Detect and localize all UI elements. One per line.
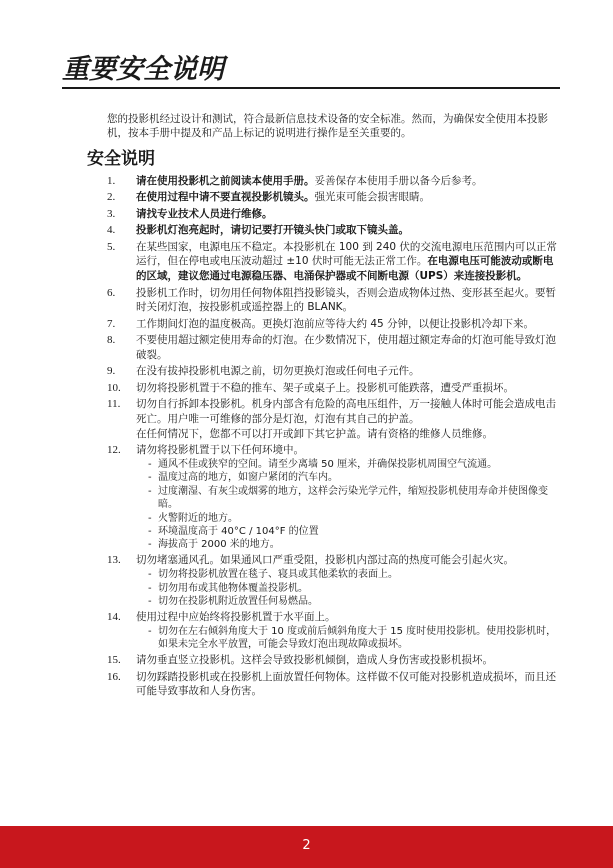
item-text: 妥善保存本使用手册以备今后参考。 xyxy=(314,175,483,187)
safety-instructions-list xyxy=(107,174,559,701)
dash-bullet: - xyxy=(148,472,152,484)
list-item xyxy=(107,553,559,608)
list-item xyxy=(107,190,559,205)
section-heading: 安全说明 xyxy=(87,149,155,169)
item-number: 8. xyxy=(107,334,116,347)
item-text: 使用过程中应始终将投影机置于水平面上。 xyxy=(136,610,336,623)
list-item xyxy=(107,381,559,396)
item-text: 在没有拔掉投影机电源之前，切勿更换灯泡或任何电子元件。 xyxy=(136,365,420,378)
dash-bullet: - xyxy=(148,458,152,470)
item-bold-text: 请在使用投影机之前阅读本使用手册。 xyxy=(136,175,315,187)
item-number: 16. xyxy=(107,670,121,683)
list-item xyxy=(107,670,559,700)
item-number: 6. xyxy=(107,286,116,299)
list-item xyxy=(107,317,559,332)
page-number: 2 xyxy=(302,838,311,853)
sub-list-item xyxy=(148,458,559,471)
dash-bullet: - xyxy=(148,539,152,551)
sub-item-text: 过度潮湿、有灰尘或烟雾的地方，这样会污染光学元件，缩短投影机使用寿命并使图像变暗。 xyxy=(158,485,548,511)
item-number: 3. xyxy=(107,207,116,220)
item-number: 1. xyxy=(107,175,116,187)
title-rule xyxy=(62,87,560,89)
item-number: 14. xyxy=(107,610,121,623)
sub-item-text: 环境温度高于 40°C / 104°F 的位置 xyxy=(158,525,319,537)
dash-bullet: - xyxy=(148,595,152,607)
item-text: 强光束可能会损害眼睛。 xyxy=(314,191,430,204)
sub-item-text: 切勿在投影机附近放置任何易燃品。 xyxy=(158,595,318,607)
dash-bullet: - xyxy=(148,525,152,537)
list-item xyxy=(107,610,559,652)
item-text: 切勿堵塞通风孔。如果通风口严重受阻，投影机内部过高的热度可能会引起火灾。 xyxy=(136,554,514,567)
list-item xyxy=(107,333,559,363)
list-item xyxy=(107,207,559,222)
list-item xyxy=(107,240,559,284)
sub-list-item xyxy=(148,595,559,608)
list-item xyxy=(107,286,559,316)
item-number: 7. xyxy=(107,317,116,330)
dash-bullet: - xyxy=(148,569,152,581)
sub-list-item xyxy=(148,582,559,595)
item-text: 切勿将投影机置于不稳的推车、架子或桌子上。投影机可能跌落，遭受严重损坏。 xyxy=(136,381,514,394)
item-number: 4. xyxy=(107,224,116,237)
list-item xyxy=(107,443,559,552)
item-text: 切勿自行拆卸本投影机。机身内部含有危险的高电压组件，万一接触人体时可能会造成电击死亡。用户唯一可维修的部分是灯泡，灯泡有其自己的护盖。 xyxy=(136,398,556,425)
list-item xyxy=(107,174,559,189)
sub-item-text: 切勿用布或其他物体覆盖投影机。 xyxy=(158,582,308,594)
item-number: 11. xyxy=(107,398,121,411)
sub-item-text: 切勿在左右倾斜角度大于 10 度或前后倾斜角度大于 15 度时使用投影机。使用投影机时，如果未完全水平放置，可能会导致灯泡出现故障或损坏。 xyxy=(158,625,557,651)
item-bold-text: 请找专业技术人员进行维修。 xyxy=(136,207,273,220)
page-title: 重要安全说明 xyxy=(62,54,224,85)
sub-item-text: 海拔高于 2000 米的地方。 xyxy=(158,539,280,551)
sub-item-text: 切勿将投影机放置在毯子、寝具或其他柔软的表面上。 xyxy=(158,569,398,581)
dash-bullet: - xyxy=(148,512,152,524)
item-bold-text: 投影机灯泡亮起时，请切记要打开镜头快门或取下镜头盖。 xyxy=(136,224,409,237)
sub-list xyxy=(136,458,559,552)
item-text: 切勿踩踏投影机或在投影机上面放置任何物体。这样做不仅可能对投影机造成损坏，而且还可能导致事故和人身伤害。 xyxy=(136,670,556,698)
sub-list xyxy=(136,625,559,652)
sub-list-item xyxy=(148,568,559,581)
item-text: 在某些国家，电源电压不稳定。本投影机在 100 到 240 伏的交流电源电压范围内可以正常运行，但在停电或电压波动超过 ±10 伏时可能无法正常工作。 xyxy=(136,240,557,268)
sub-item-text: 温度过高的地方，如窗户紧闭的汽车内。 xyxy=(158,472,338,484)
item-text: 不要使用超过额定使用寿命的灯泡。在少数情况下，使用超过额定寿命的灯泡可能导致灯泡破裂。 xyxy=(136,334,556,361)
item-number: 12. xyxy=(107,444,121,457)
item-number: 9. xyxy=(107,365,116,378)
list-item xyxy=(107,364,559,379)
dash-bullet: - xyxy=(148,625,152,637)
sub-list-item xyxy=(148,625,559,652)
item-bold-text: 在使用过程中请不要直视投影机镜头。 xyxy=(136,191,315,204)
item-text: 工作期间灯泡的温度极高。更换灯泡前应等待大约 45 分钟，以便让投影机冷却下来。 xyxy=(136,317,535,330)
sub-list xyxy=(136,568,559,608)
item-number: 15. xyxy=(107,654,121,667)
dash-bullet: - xyxy=(148,582,152,594)
sub-list-item xyxy=(148,485,559,512)
intro-paragraph: 您的投影机经过设计和测试，符合最新信息技术设备的安全标准。然而，为确保安全使用本投影机，按本手册中提及和产品上标记的说明进行操作是至关重要的。 xyxy=(107,113,548,139)
sub-item-text: 通风不佳或狭窄的空间。请至少离墙 50 厘米，并确保投影机周围空气流通。 xyxy=(158,458,498,470)
item-number: 2. xyxy=(107,191,116,204)
item-text: 投影机工作时，切勿用任何物体阻挡投影镜头，否则会造成物体过热、变形甚至起火。要暂时关闭灯泡，按投影机或遥控器上的 BLANK。 xyxy=(136,286,556,314)
sub-item-text: 火警附近的地方。 xyxy=(158,512,238,524)
item-number: 5. xyxy=(107,240,116,253)
item-bold-text: 在电源电压可能波动或断电的区域，建议您通过电源稳压器、电涌保护器或不间断电源（UPS）来连接投影机。 xyxy=(136,255,554,283)
list-item xyxy=(107,223,559,238)
sub-list-item xyxy=(148,471,559,484)
dash-bullet: - xyxy=(148,485,152,497)
item-text: 请勿垂直竖立投影机。这样会导致投影机倾倒，造成人身伤害或投影机损坏。 xyxy=(136,654,493,667)
list-item xyxy=(107,397,559,441)
sub-list-item xyxy=(148,512,559,525)
item-text: 请勿将投影机置于以下任何环境中。 xyxy=(136,444,304,457)
sub-list-item xyxy=(148,538,559,551)
sub-list-item xyxy=(148,525,559,538)
item-number: 10. xyxy=(107,381,121,394)
list-item xyxy=(107,653,559,668)
item-number: 13. xyxy=(107,554,121,567)
item-extra-text: 在任何情况下，您都不可以打开或卸下其它护盖。请有资格的维修人员维修。 xyxy=(136,427,493,440)
